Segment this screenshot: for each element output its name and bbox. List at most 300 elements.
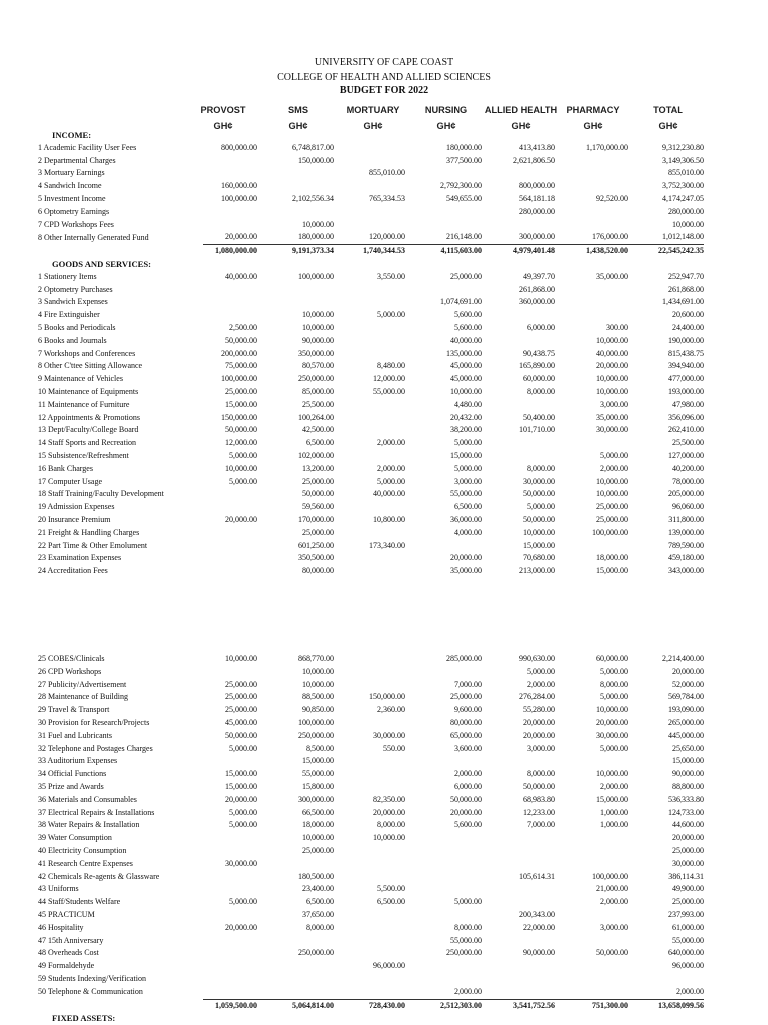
amount-cell: 180,500.00 (298, 871, 334, 881)
line-item-label: 27 Publicity/Advertisement (38, 679, 127, 689)
amount-cell: 3,000.00 (527, 743, 555, 753)
budget-line-row (38, 373, 704, 386)
amount-cell: 377,500.00 (446, 155, 482, 165)
line-item-label: 2 Departmental Charges (38, 155, 116, 165)
budget-line-row (38, 807, 704, 820)
amount-cell: 3,752,300.00 (662, 181, 704, 191)
amount-cell: 20,000.00 (373, 807, 405, 817)
amount-cell: 10,000.00 (672, 219, 704, 229)
amount-cell: 8,000.00 (454, 922, 482, 932)
amount-cell: 5,000.00 (377, 310, 405, 320)
amount-cell: 44,600.00 (672, 820, 704, 830)
amount-cell: 50,000.00 (523, 489, 555, 499)
amount-cell: 10,000.00 (225, 463, 257, 473)
amount-cell (203, 206, 257, 219)
line-item-label: 29 Travel & Transport (38, 705, 110, 715)
amount-cell (334, 717, 405, 730)
amount-cell: 150,000.00 (298, 155, 334, 165)
amount-cell: 2,000.00 (454, 769, 482, 779)
amount-cell: 265,000.00 (668, 717, 704, 727)
amount-cell: 70,680.00 (523, 553, 555, 563)
amount-cell: 200,000.00 (221, 348, 257, 358)
amount-cell: 55,000.00 (450, 935, 482, 945)
line-item-label: 37 Electrical Repairs & Installations (38, 807, 155, 817)
budget-line-row (38, 717, 704, 730)
amount-cell (334, 322, 405, 335)
budget-line-row (38, 463, 704, 476)
amount-cell: 5,600.00 (454, 820, 482, 830)
amount-cell: 80,570.00 (302, 361, 334, 371)
amount-cell: 88,800.00 (672, 781, 704, 791)
amount-cell (203, 309, 257, 322)
amount-cell: 343,000.00 (668, 566, 704, 576)
amount-cell: 252,947.70 (668, 271, 704, 281)
amount-cell: 40,000.00 (373, 489, 405, 499)
amount-cell (405, 909, 482, 922)
budget-line-row (38, 871, 704, 884)
amount-cell: 25,000.00 (225, 705, 257, 715)
amount-cell (405, 219, 482, 232)
amount-cell: 4,115,603.00 (405, 245, 482, 258)
amount-cell: 30,000.00 (523, 476, 555, 486)
amount-cell (334, 845, 405, 858)
amount-cell: 52,000.00 (672, 679, 704, 689)
amount-cell: 20,000.00 (672, 666, 704, 676)
amount-cell: 15,000.00 (596, 794, 628, 804)
amount-cell (334, 399, 405, 412)
amount-cell: 90,438.75 (523, 348, 555, 358)
line-item-label: 22 Part Time & Other Emolument (38, 540, 148, 550)
amount-cell (405, 845, 482, 858)
line-item-label: 31 Fuel and Lubricants (38, 730, 112, 740)
line-item-label: 39 Water Consumption (38, 833, 112, 843)
line-item-label: 33 Auditorium Expenses (38, 756, 118, 766)
amount-cell (203, 488, 257, 501)
amount-cell: 5,000.00 (229, 450, 257, 460)
line-item-label: 20 Insurance Premium (38, 514, 111, 524)
line-item-label: 10 Maintenance of Equipments (38, 386, 139, 396)
amount-cell: 10,000.00 (302, 679, 334, 689)
amount-cell: 285,000.00 (446, 654, 482, 663)
line-item-label: 30 Provision for Research/Projects (38, 717, 150, 727)
amount-cell (555, 540, 628, 553)
budget-line-row (38, 653, 704, 666)
amount-cell (334, 922, 405, 935)
amount-cell: 10,000.00 (302, 666, 334, 676)
line-item-label: 25 COBES/Clinicals (38, 654, 105, 663)
amount-cell: 102,000.00 (298, 450, 334, 460)
amount-cell (555, 845, 628, 858)
amount-cell: 640,000.00 (668, 948, 704, 958)
amount-cell (555, 296, 628, 309)
amount-cell: 12,000.00 (225, 438, 257, 448)
amount-cell (482, 755, 555, 768)
amount-cell (334, 335, 405, 348)
amount-cell: 21,000.00 (596, 884, 628, 894)
line-item-label: 3 Mortuary Earnings (38, 168, 105, 178)
amount-cell (257, 284, 334, 297)
section-heading-row (38, 258, 704, 271)
amount-cell (482, 896, 555, 909)
amount-cell: 2,000.00 (600, 897, 628, 907)
amount-cell (203, 883, 257, 896)
amount-cell: 2,000.00 (676, 986, 704, 996)
column-header-nursing: NURSING (424, 105, 468, 115)
amount-cell: 765,334.53 (369, 193, 405, 203)
amount-cell: 5,000.00 (600, 666, 628, 676)
amount-cell (482, 960, 555, 973)
amount-cell: 4,174,247.05 (662, 193, 704, 203)
amount-cell: 85,000.00 (302, 386, 334, 396)
amount-cell: 10,000.00 (596, 374, 628, 384)
amount-cell: 40,200.00 (672, 463, 704, 473)
amount-cell: 96,060.00 (672, 502, 704, 512)
amount-cell: 13,658,099.56 (628, 999, 704, 1012)
amount-cell: 40,000.00 (450, 335, 482, 345)
column-currency-pharmacy: GH¢ (583, 121, 603, 131)
amount-cell: 2,792,300.00 (440, 181, 482, 191)
budget-line-row (38, 527, 704, 540)
amount-cell: 5,000.00 (377, 476, 405, 486)
amount-cell (555, 284, 628, 297)
amount-cell: 10,800.00 (373, 514, 405, 524)
amount-cell: 728,430.00 (334, 999, 405, 1012)
budget-line-row (38, 271, 704, 284)
column-header-total: TOTAL (653, 105, 683, 115)
amount-cell: 459,180.00 (668, 553, 704, 563)
amount-cell (334, 986, 405, 999)
amount-cell: 10,000.00 (302, 833, 334, 843)
amount-cell: 5,000.00 (229, 820, 257, 830)
budget-line-row (38, 206, 704, 219)
amount-cell: 20,000.00 (450, 807, 482, 817)
amount-cell: 135,000.00 (446, 348, 482, 358)
amount-cell: 1,434,691.00 (662, 297, 704, 307)
budget-line-row (38, 743, 704, 756)
column-currency-sms: GH¢ (288, 121, 308, 131)
amount-cell (482, 167, 555, 180)
amount-cell: 6,500.00 (454, 502, 482, 512)
amount-cell: 176,000.00 (592, 232, 628, 242)
amount-cell: 50,000.00 (523, 514, 555, 524)
budget-line-row (38, 450, 704, 463)
amount-cell: 20,000.00 (596, 361, 628, 371)
line-item-label: 43 Uniforms (38, 884, 79, 894)
amount-cell (482, 935, 555, 948)
amount-cell (555, 219, 628, 232)
amount-cell: 250,000.00 (446, 948, 482, 958)
amount-cell: 90,000.00 (302, 335, 334, 345)
amount-cell: 90,000.00 (672, 769, 704, 779)
amount-cell: 124,733.00 (668, 807, 704, 817)
amount-cell (482, 858, 555, 871)
budget-line-row (38, 360, 704, 373)
amount-cell: 216,148.00 (446, 232, 482, 242)
institution-title: UNIVERSITY OF CAPE COAST (314, 57, 454, 68)
amount-cell: 1,012,148.00 (662, 232, 704, 242)
amount-cell: 47,980.00 (672, 399, 704, 409)
amount-cell (555, 167, 628, 180)
amount-cell (555, 155, 628, 168)
amount-cell (334, 142, 405, 155)
amount-cell: 5,000.00 (527, 502, 555, 512)
subtotal-row (38, 999, 704, 1012)
amount-cell: 55,000.00 (302, 769, 334, 779)
amount-cell: 262,410.00 (668, 425, 704, 435)
amount-cell: 10,000.00 (373, 833, 405, 843)
amount-cell: 20,000.00 (450, 553, 482, 563)
amount-cell: 100,000.00 (298, 271, 334, 281)
amount-cell (203, 501, 257, 514)
amount-cell: 100,000.00 (221, 193, 257, 203)
amount-cell (334, 679, 405, 692)
line-item-label: 41 Research Centre Expenses (38, 858, 133, 868)
amount-cell: 2,512,303.00 (405, 999, 482, 1012)
amount-cell: 250,000.00 (298, 730, 334, 740)
budget-line-row (38, 794, 704, 807)
amount-cell (405, 284, 482, 297)
amount-cell: 6,500.00 (306, 897, 334, 907)
line-item-label: 45 PRACTICUM (38, 909, 95, 919)
budget-line-row (38, 781, 704, 794)
amount-cell: 4,979,401.48 (482, 245, 555, 258)
budget-line-row (38, 730, 704, 743)
amount-cell: 25,000.00 (225, 692, 257, 702)
line-item-label: 9 Maintenance of Vehicles (38, 374, 123, 384)
amount-cell (555, 935, 628, 948)
amount-cell (334, 653, 405, 666)
amount-cell: 37,650.00 (302, 909, 334, 919)
amount-cell: 190,000.00 (668, 335, 704, 345)
budget-line-row (38, 755, 704, 768)
amount-cell (405, 832, 482, 845)
column-currency-total: GH¢ (658, 121, 678, 131)
amount-cell (482, 832, 555, 845)
amount-cell: 8,000.00 (600, 679, 628, 689)
budget-line-row (38, 691, 704, 704)
amount-cell: 6,748,817.00 (292, 142, 334, 152)
amount-cell: 68,983.80 (523, 794, 555, 804)
budget-line-row (38, 679, 704, 692)
amount-cell (555, 858, 628, 871)
line-item-label: 36 Materials and Consumables (38, 794, 137, 804)
amount-cell: 5,000.00 (527, 666, 555, 676)
section-heading: GOODS AND SERVICES: (52, 258, 152, 269)
amount-cell: 120,000.00 (369, 232, 405, 242)
amount-cell: 300,000.00 (298, 794, 334, 804)
amount-cell (555, 909, 628, 922)
amount-cell (203, 960, 257, 973)
amount-cell: 35,000.00 (450, 566, 482, 576)
amount-cell: 1,000.00 (600, 807, 628, 817)
amount-cell (203, 755, 257, 768)
amount-cell: 5,064,814.00 (257, 999, 334, 1012)
amount-cell: 10,000.00 (225, 654, 257, 663)
line-item-label: 48 Overheads Cost (38, 948, 99, 958)
amount-cell: 5,000.00 (229, 743, 257, 753)
line-item-label: 40 Electricity Consumption (38, 845, 127, 855)
amount-cell (334, 501, 405, 514)
amount-cell: 5,600.00 (454, 322, 482, 332)
amount-cell: 25,000.00 (672, 845, 704, 855)
amount-cell (203, 935, 257, 948)
amount-cell (334, 781, 405, 794)
amount-cell (334, 552, 405, 565)
amount-cell: 20,600.00 (672, 310, 704, 320)
amount-cell: 5,000.00 (454, 463, 482, 473)
budget-line-row (38, 348, 704, 361)
amount-cell: 173,340.00 (369, 540, 405, 550)
line-item-label: 3 Sandwich Expenses (38, 297, 108, 307)
line-item-label: 4 Fire Extinguisher (38, 310, 100, 320)
budget-line-row (38, 501, 704, 514)
amount-cell: 6,500.00 (306, 438, 334, 448)
section-heading: INCOME: (52, 130, 92, 140)
line-item-label: 47 15th Anniversary (38, 935, 104, 945)
amount-cell: 2,102,556.34 (292, 193, 334, 203)
budget-line-row (38, 399, 704, 412)
amount-cell (555, 960, 628, 973)
amount-cell: 50,000.00 (225, 335, 257, 345)
amount-cell: 80,000.00 (302, 566, 334, 576)
amount-cell: 7,000.00 (454, 679, 482, 689)
column-header-provost: PROVOST (200, 105, 246, 115)
amount-cell: 569,784.00 (668, 692, 704, 702)
amount-cell: 180,000.00 (298, 232, 334, 242)
amount-cell (555, 206, 628, 219)
amount-cell (334, 935, 405, 948)
amount-cell (555, 973, 628, 986)
line-item-label: 26 CPD Workshops (38, 666, 102, 676)
amount-cell: 180,000.00 (446, 142, 482, 152)
subtotal-row (38, 245, 704, 258)
amount-cell: 15,000.00 (523, 540, 555, 550)
line-item-label: 16 Bank Charges (38, 463, 93, 473)
amount-cell: 127,000.00 (668, 450, 704, 460)
amount-cell: 15,000.00 (672, 756, 704, 766)
column-currency-allied-health: GH¢ (511, 121, 531, 131)
line-item-label: 18 Staff Training/Faculty Development (38, 489, 164, 499)
amount-cell: 20,000.00 (523, 730, 555, 740)
amount-cell (334, 424, 405, 437)
amount-cell: 20,000.00 (225, 922, 257, 932)
amount-cell: 9,312,230.80 (662, 142, 704, 152)
amount-cell: 20,000.00 (225, 794, 257, 804)
amount-cell: 59,560.00 (302, 502, 334, 512)
budget-title: BUDGET FOR 2022 (339, 85, 429, 96)
amount-cell: 60,000.00 (596, 654, 628, 663)
amount-cell: 25,000.00 (596, 502, 628, 512)
line-item-label: 21 Freight & Handling Charges (38, 527, 140, 537)
budget-line-row (38, 167, 704, 180)
amount-cell (203, 540, 257, 553)
amount-cell (555, 832, 628, 845)
amount-cell: 30,000.00 (596, 425, 628, 435)
amount-cell: 105,614.31 (519, 871, 555, 881)
budget-line-row (38, 552, 704, 565)
budget-line-row (38, 819, 704, 832)
amount-cell: 12,000.00 (373, 374, 405, 384)
amount-cell (482, 986, 555, 999)
amount-cell (334, 219, 405, 232)
amount-cell: 789,590.00 (668, 540, 704, 550)
amount-cell: 20,000.00 (672, 833, 704, 843)
amount-cell: 9,191,373.34 (257, 245, 334, 258)
amount-cell: 193,000.00 (668, 386, 704, 396)
budget-line-row (38, 565, 704, 578)
amount-cell: 10,000.00 (302, 322, 334, 332)
amount-cell: 25,000.00 (225, 386, 257, 396)
amount-cell: 3,541,752.56 (482, 999, 555, 1012)
amount-cell (203, 871, 257, 884)
amount-cell (482, 219, 555, 232)
budget-line-row (38, 476, 704, 489)
line-item-label: 7 CPD Workshops Fees (38, 219, 114, 229)
line-item-label: 13 Dept/Faculty/College Board (38, 425, 139, 435)
amount-cell: 300,000.00 (519, 232, 555, 242)
amount-cell: 25,000.00 (302, 527, 334, 537)
amount-cell: 280,000.00 (519, 206, 555, 216)
amount-cell (257, 935, 334, 948)
amount-cell: 49,397.70 (523, 271, 555, 281)
amount-cell: 9,600.00 (454, 705, 482, 715)
amount-cell: 75,000.00 (225, 361, 257, 371)
amount-cell (203, 832, 257, 845)
line-item-label: 38 Water Repairs & Installation (38, 820, 140, 830)
budget-line-row (38, 193, 704, 206)
amount-cell: 990,630.00 (519, 654, 555, 663)
column-header-sms: SMS (288, 105, 308, 115)
amount-cell: 5,000.00 (229, 476, 257, 486)
amount-cell (334, 947, 405, 960)
budget-line-row (38, 896, 704, 909)
amount-cell: 13,200.00 (302, 463, 334, 473)
amount-cell (405, 871, 482, 884)
budget-line-row (38, 845, 704, 858)
amount-cell: 88,500.00 (302, 692, 334, 702)
budget-line-row (38, 986, 704, 999)
amount-cell: 1,170,000.00 (586, 142, 628, 152)
amount-cell: 8,000.00 (527, 386, 555, 396)
amount-cell: 40,000.00 (596, 348, 628, 358)
amount-cell: 100,000.00 (221, 374, 257, 384)
section-heading: FIXED ASSETS: (52, 1013, 116, 1024)
amount-cell: 160,000.00 (221, 181, 257, 191)
amount-cell: 8,000.00 (527, 463, 555, 473)
amount-cell (482, 309, 555, 322)
amount-cell (555, 755, 628, 768)
amount-cell (334, 768, 405, 781)
line-item-label: 59 Students Indexing/Verification (38, 973, 146, 983)
amount-cell: 92,520.00 (596, 193, 628, 203)
amount-cell: 55,000.00 (373, 386, 405, 396)
amount-cell (334, 348, 405, 361)
amount-cell: 15,800.00 (302, 781, 334, 791)
amount-cell: 6,500.00 (377, 897, 405, 907)
amount-cell: 6,000.00 (527, 322, 555, 332)
line-item-label: 17 Computer Usage (38, 476, 102, 486)
amount-cell (257, 180, 334, 193)
budget-line-row (38, 488, 704, 501)
amount-cell (203, 527, 257, 540)
amount-cell: 25,000.00 (302, 845, 334, 855)
amount-cell (257, 296, 334, 309)
budget-line-row (38, 219, 704, 232)
budget-line-row (38, 922, 704, 935)
amount-cell: 477,000.00 (668, 374, 704, 384)
amount-cell: 3,550.00 (377, 271, 405, 281)
budget-line-row (38, 309, 704, 322)
